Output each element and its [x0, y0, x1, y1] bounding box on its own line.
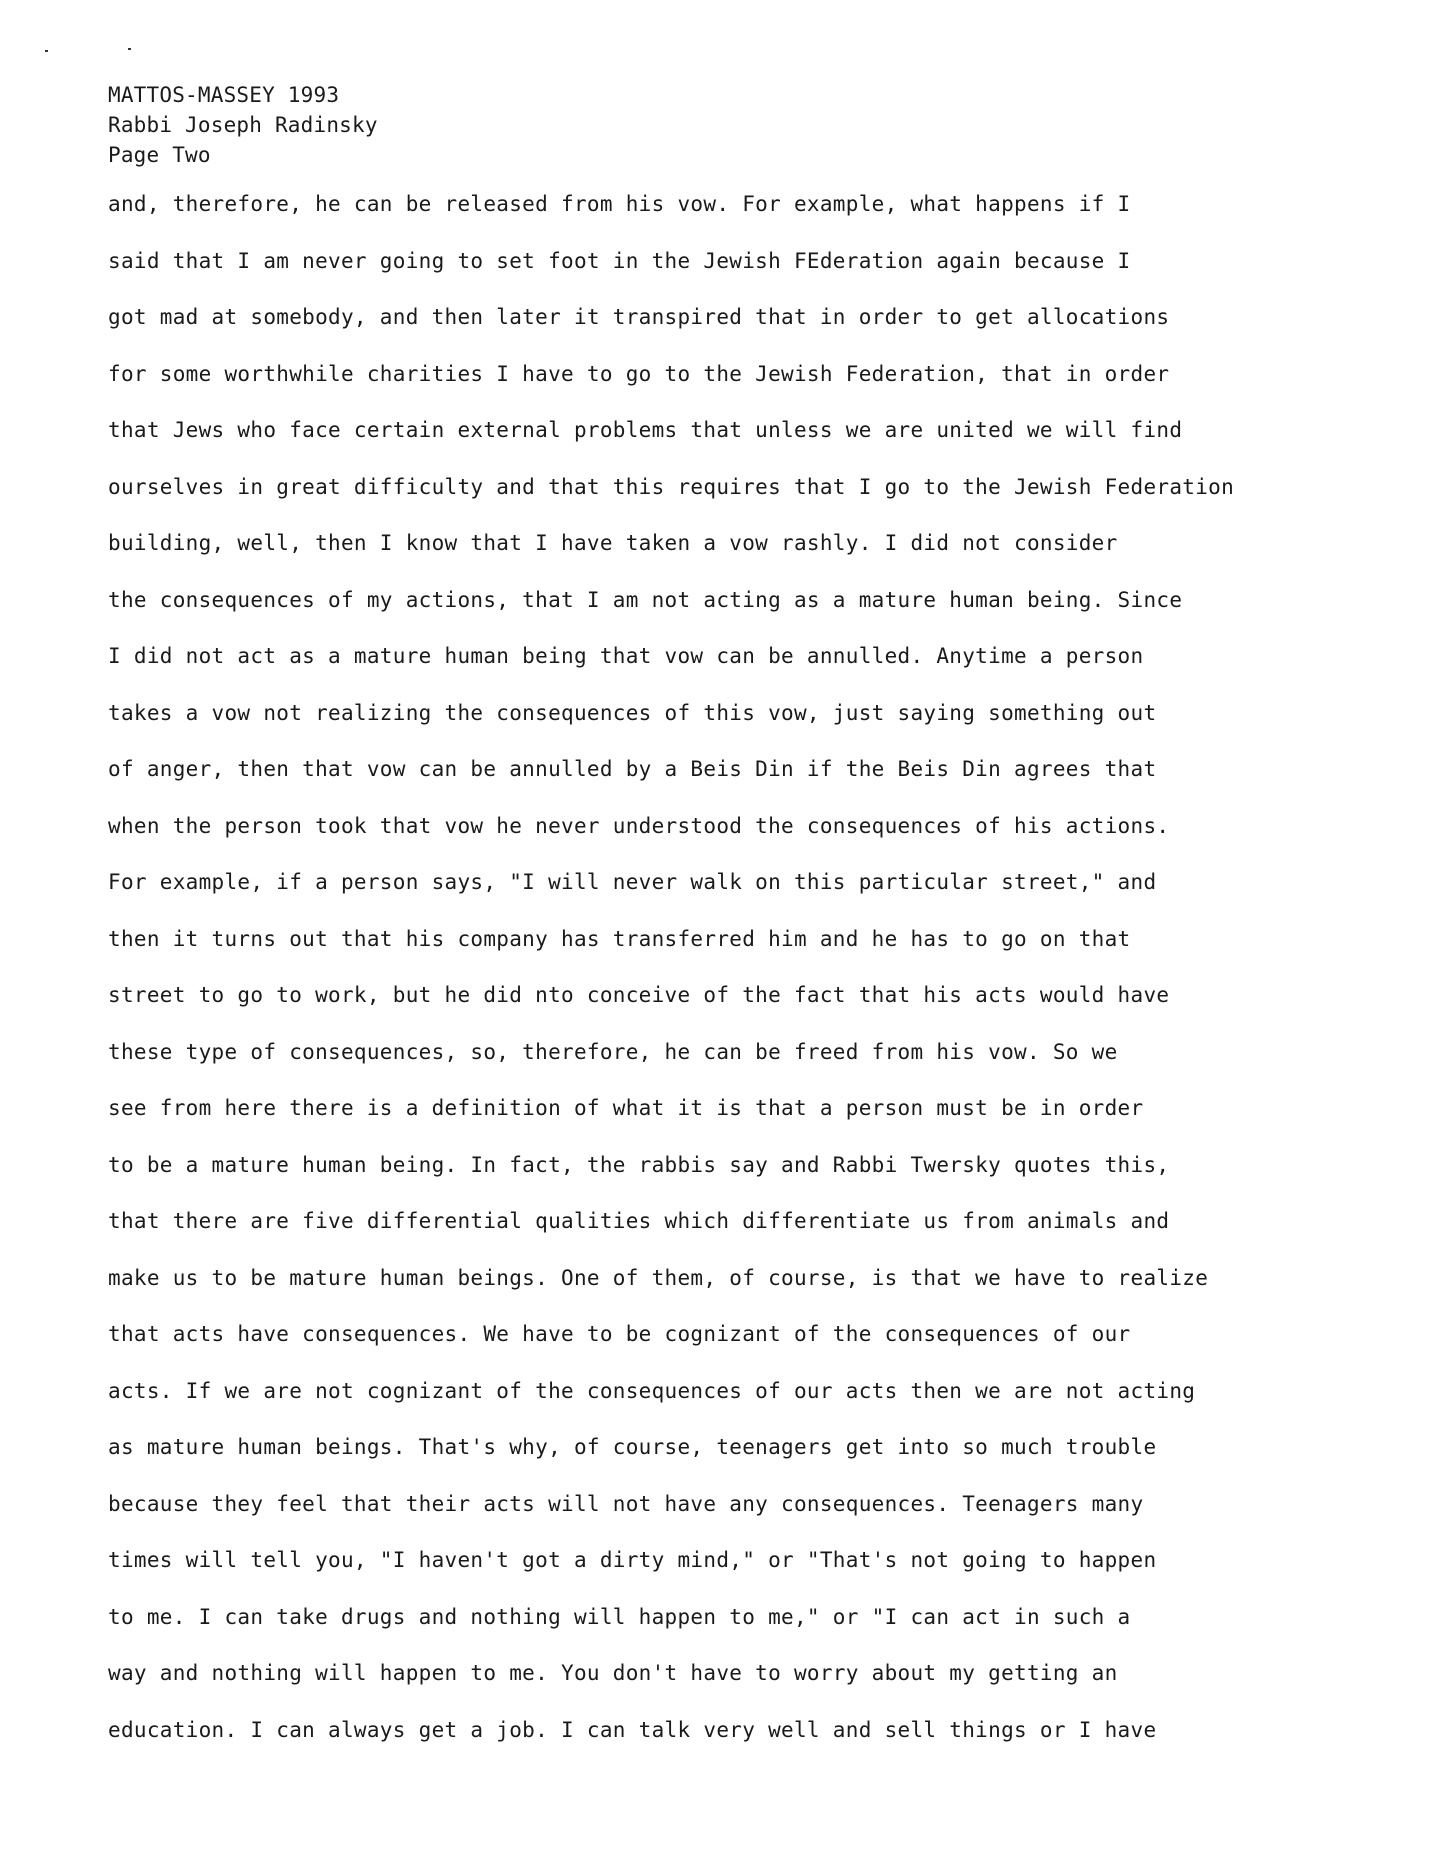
body-line: these type of consequences, so, therefore, he can be freed from his vow. So we: [108, 1039, 1118, 1064]
body-line: street to go to work, but he did nto conceive of the fact that his acts would have: [108, 983, 1170, 1007]
document-body: [108, 190, 1338, 1772]
body-line: I did not act as a mature human being that vow can be annulled. Anytime a person: [108, 644, 1144, 668]
body-line: times will tell you, "I haven't got a dirty mind," or "That's not going to happen: [108, 1548, 1157, 1572]
body-line: takes a vow not realizing the consequences of this vow, just saying something out: [108, 700, 1157, 725]
header-page-number: Page Two: [108, 143, 211, 167]
body-line: for some worthwhile charities I have to go to the Jewish Federation, that in order: [108, 361, 1170, 386]
body-line: For example, if a person says, "I will never walk on this particular street," and: [108, 870, 1157, 894]
body-line: education. I can always get a job. I can talk very well and sell things or I have: [108, 1717, 1157, 1742]
body-line: that Jews who face certain external problems that unless we are united we will find: [108, 418, 1183, 442]
body-line: of anger, then that vow can be annulled by a Beis Din if the Beis Din agrees that: [108, 757, 1157, 781]
body-line: said that I am never going to set foot in the Jewish FEderation again because I: [108, 248, 1131, 273]
scan-speck: [45, 50, 48, 52]
body-line: as mature human beings. That's why, of course, teenagers get into so much trouble: [108, 1435, 1157, 1459]
body-line: the consequences of my actions, that I am not acting as a mature human being. Since: [108, 587, 1183, 612]
body-line: then it turns out that his company has transferred him and he has to go on that: [108, 926, 1131, 951]
document-header: [108, 80, 378, 170]
body-line: ourselves in great difficulty and that this requires that I go to the Jewish Federation: [108, 474, 1235, 499]
body-line: make us to be mature human beings. One of them, of course, is that we have to realize: [108, 1265, 1209, 1290]
body-line: building, well, then I know that I have taken a vow rashly. I did not consider: [108, 531, 1118, 555]
body-line: got mad at somebody, and then later it transpired that in order to get allocations: [108, 305, 1170, 329]
header-author: Rabbi Joseph Radinsky: [108, 113, 378, 137]
body-line: to me. I can take drugs and nothing will happen to me," or "I can act in such a: [108, 1604, 1131, 1629]
body-line: that acts have consequences. We have to be cognizant of the consequences of our: [108, 1322, 1131, 1346]
body-line: when the person took that vow he never understood the consequences of his actions.: [108, 813, 1170, 838]
body-line: that there are five differential qualities which differentiate us from animals and: [108, 1209, 1170, 1233]
body-line: way and nothing will happen to me. You don't have to worry about my getting an: [108, 1661, 1118, 1685]
body-line: acts. If we are not cognizant of the consequences of our acts then we are not acting: [108, 1378, 1196, 1403]
scan-speck: [128, 48, 131, 50]
body-line: and, therefore, he can be released from his vow. For example, what happens if I: [108, 192, 1131, 216]
header-title: MATTOS-MASSEY 1993: [108, 83, 340, 107]
body-line: to be a mature human being. In fact, the rabbis say and Rabbi Twersky quotes this,: [108, 1152, 1170, 1177]
body-line: because they feel that their acts will not have any consequences. Teenagers many: [108, 1491, 1144, 1516]
body-line: see from here there is a definition of what it is that a person must be in order: [108, 1096, 1144, 1120]
